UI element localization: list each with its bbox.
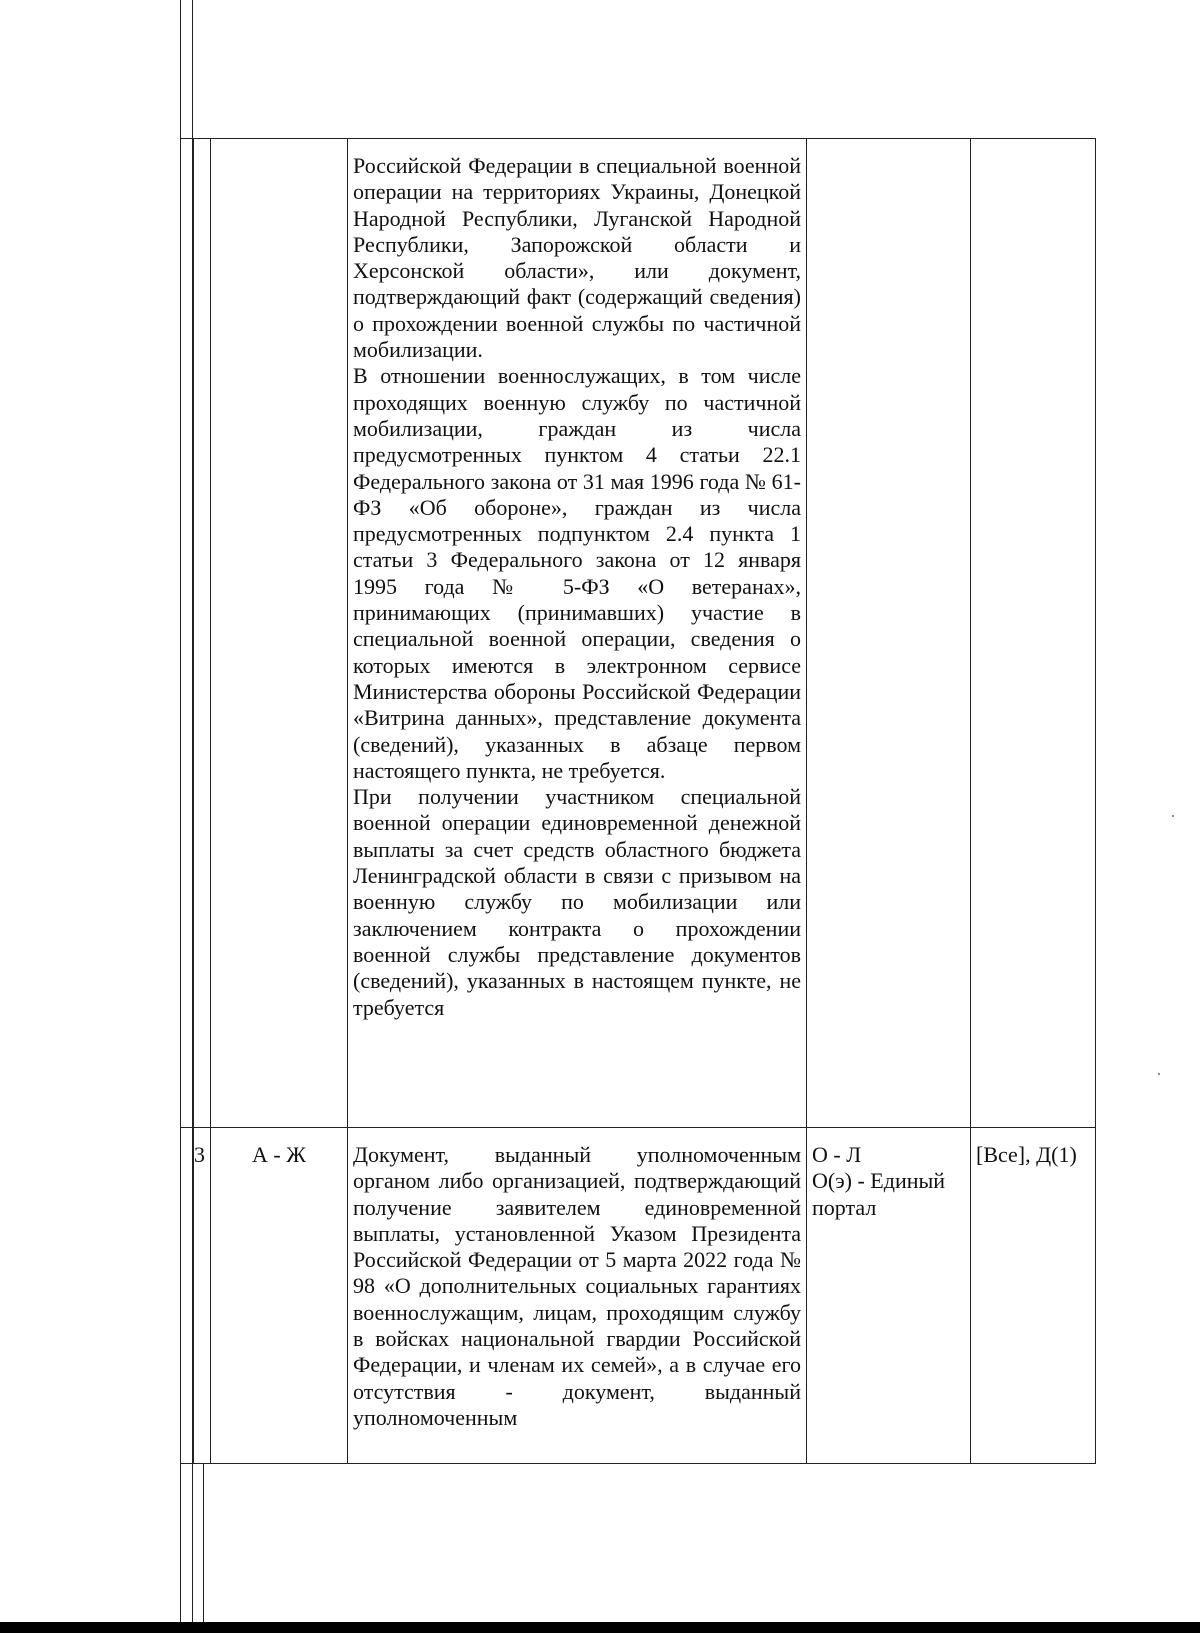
submission-line: О(э) - Единый портал bbox=[812, 1168, 946, 1220]
cell-code bbox=[211, 1128, 348, 1464]
cell-margin bbox=[181, 139, 194, 1128]
cell-number bbox=[194, 1128, 211, 1464]
submission-line: О - Л bbox=[812, 1142, 862, 1167]
row-number: 3 bbox=[194, 1142, 205, 1167]
scan-bottom-bar bbox=[0, 1622, 1200, 1633]
applicants-text: [Все], Д(1) bbox=[976, 1142, 1077, 1167]
cell-code bbox=[211, 139, 348, 1128]
table-row-continued bbox=[181, 139, 1096, 1128]
scan-margin-line-lower bbox=[203, 1463, 204, 1633]
scan-speck bbox=[1158, 1073, 1160, 1075]
cell-number bbox=[194, 139, 211, 1128]
cell-document-text bbox=[348, 1128, 807, 1464]
cell-applicants bbox=[971, 139, 1096, 1128]
table-row-3 bbox=[181, 1128, 1096, 1464]
paragraph: Документ, выданный уполномоченным органом либо организацией, подтверждающий получение заявителем единовременной выплаты, установленной Указом Президента Российской Федерации от 5 марта 2022 года № 98 «О дополнительных социальных гарантиях военнослужащим, лицам, проходящим службу в войсках национальной гвардии Российской Федерации, и членам их семей», а в случае его отсутствия - документ, выданный уполномоченным bbox=[353, 1142, 801, 1430]
cell-applicants bbox=[971, 1128, 1096, 1464]
document-table bbox=[180, 138, 1096, 1464]
paragraph: При получении участником специальной военной операции единовременной денежной выплаты за счет средств областного бюджета Ленинградской области в связи с призывом на военную службу по мобилизации или заключением контракта о прохождении военной службы представление документов (сведений), указанных в настоящем пункте, не требуется bbox=[353, 784, 801, 1020]
row-code: А - Ж bbox=[252, 1142, 306, 1167]
paragraph: Российской Федерации в специальной военной операции на территориях Украины, Донецкой Народной Республики, Луганской Народной Республики, Запорожской области и Херсонской области», или документ, подтверждающий факт (содержащий сведения) о прохождении военной службы по частичной мобилизации. bbox=[353, 153, 801, 363]
scan-speck bbox=[1172, 815, 1174, 817]
paragraph: В отношении военнослужащих, в том числе проходящих военную службу по частичной мобилизации, граждан из числа предусмотренных пунктом 4 статьи 22.1 Федерального закона от 31 мая 1996 года № 61-ФЗ «Об обороне», граждан из числа предусмотренных подпунктом 2.4 пункта 1 статьи 3 Федерального закона от 12 января 1995 года № 5-ФЗ «О ветеранах», принимающих (принимавших) участие в специальной военной операции, сведения о которых имеются в электронном сервисе Министерства обороны Российской Федерации «Витрина данных», представление документа (сведений), указанных в абзаце первом настоящего пункта, не требуется. bbox=[353, 363, 801, 783]
cell-submission-method bbox=[807, 139, 971, 1128]
cell-document-text bbox=[348, 139, 807, 1128]
cell-submission-method bbox=[807, 1128, 971, 1464]
cell-margin bbox=[181, 1128, 194, 1464]
